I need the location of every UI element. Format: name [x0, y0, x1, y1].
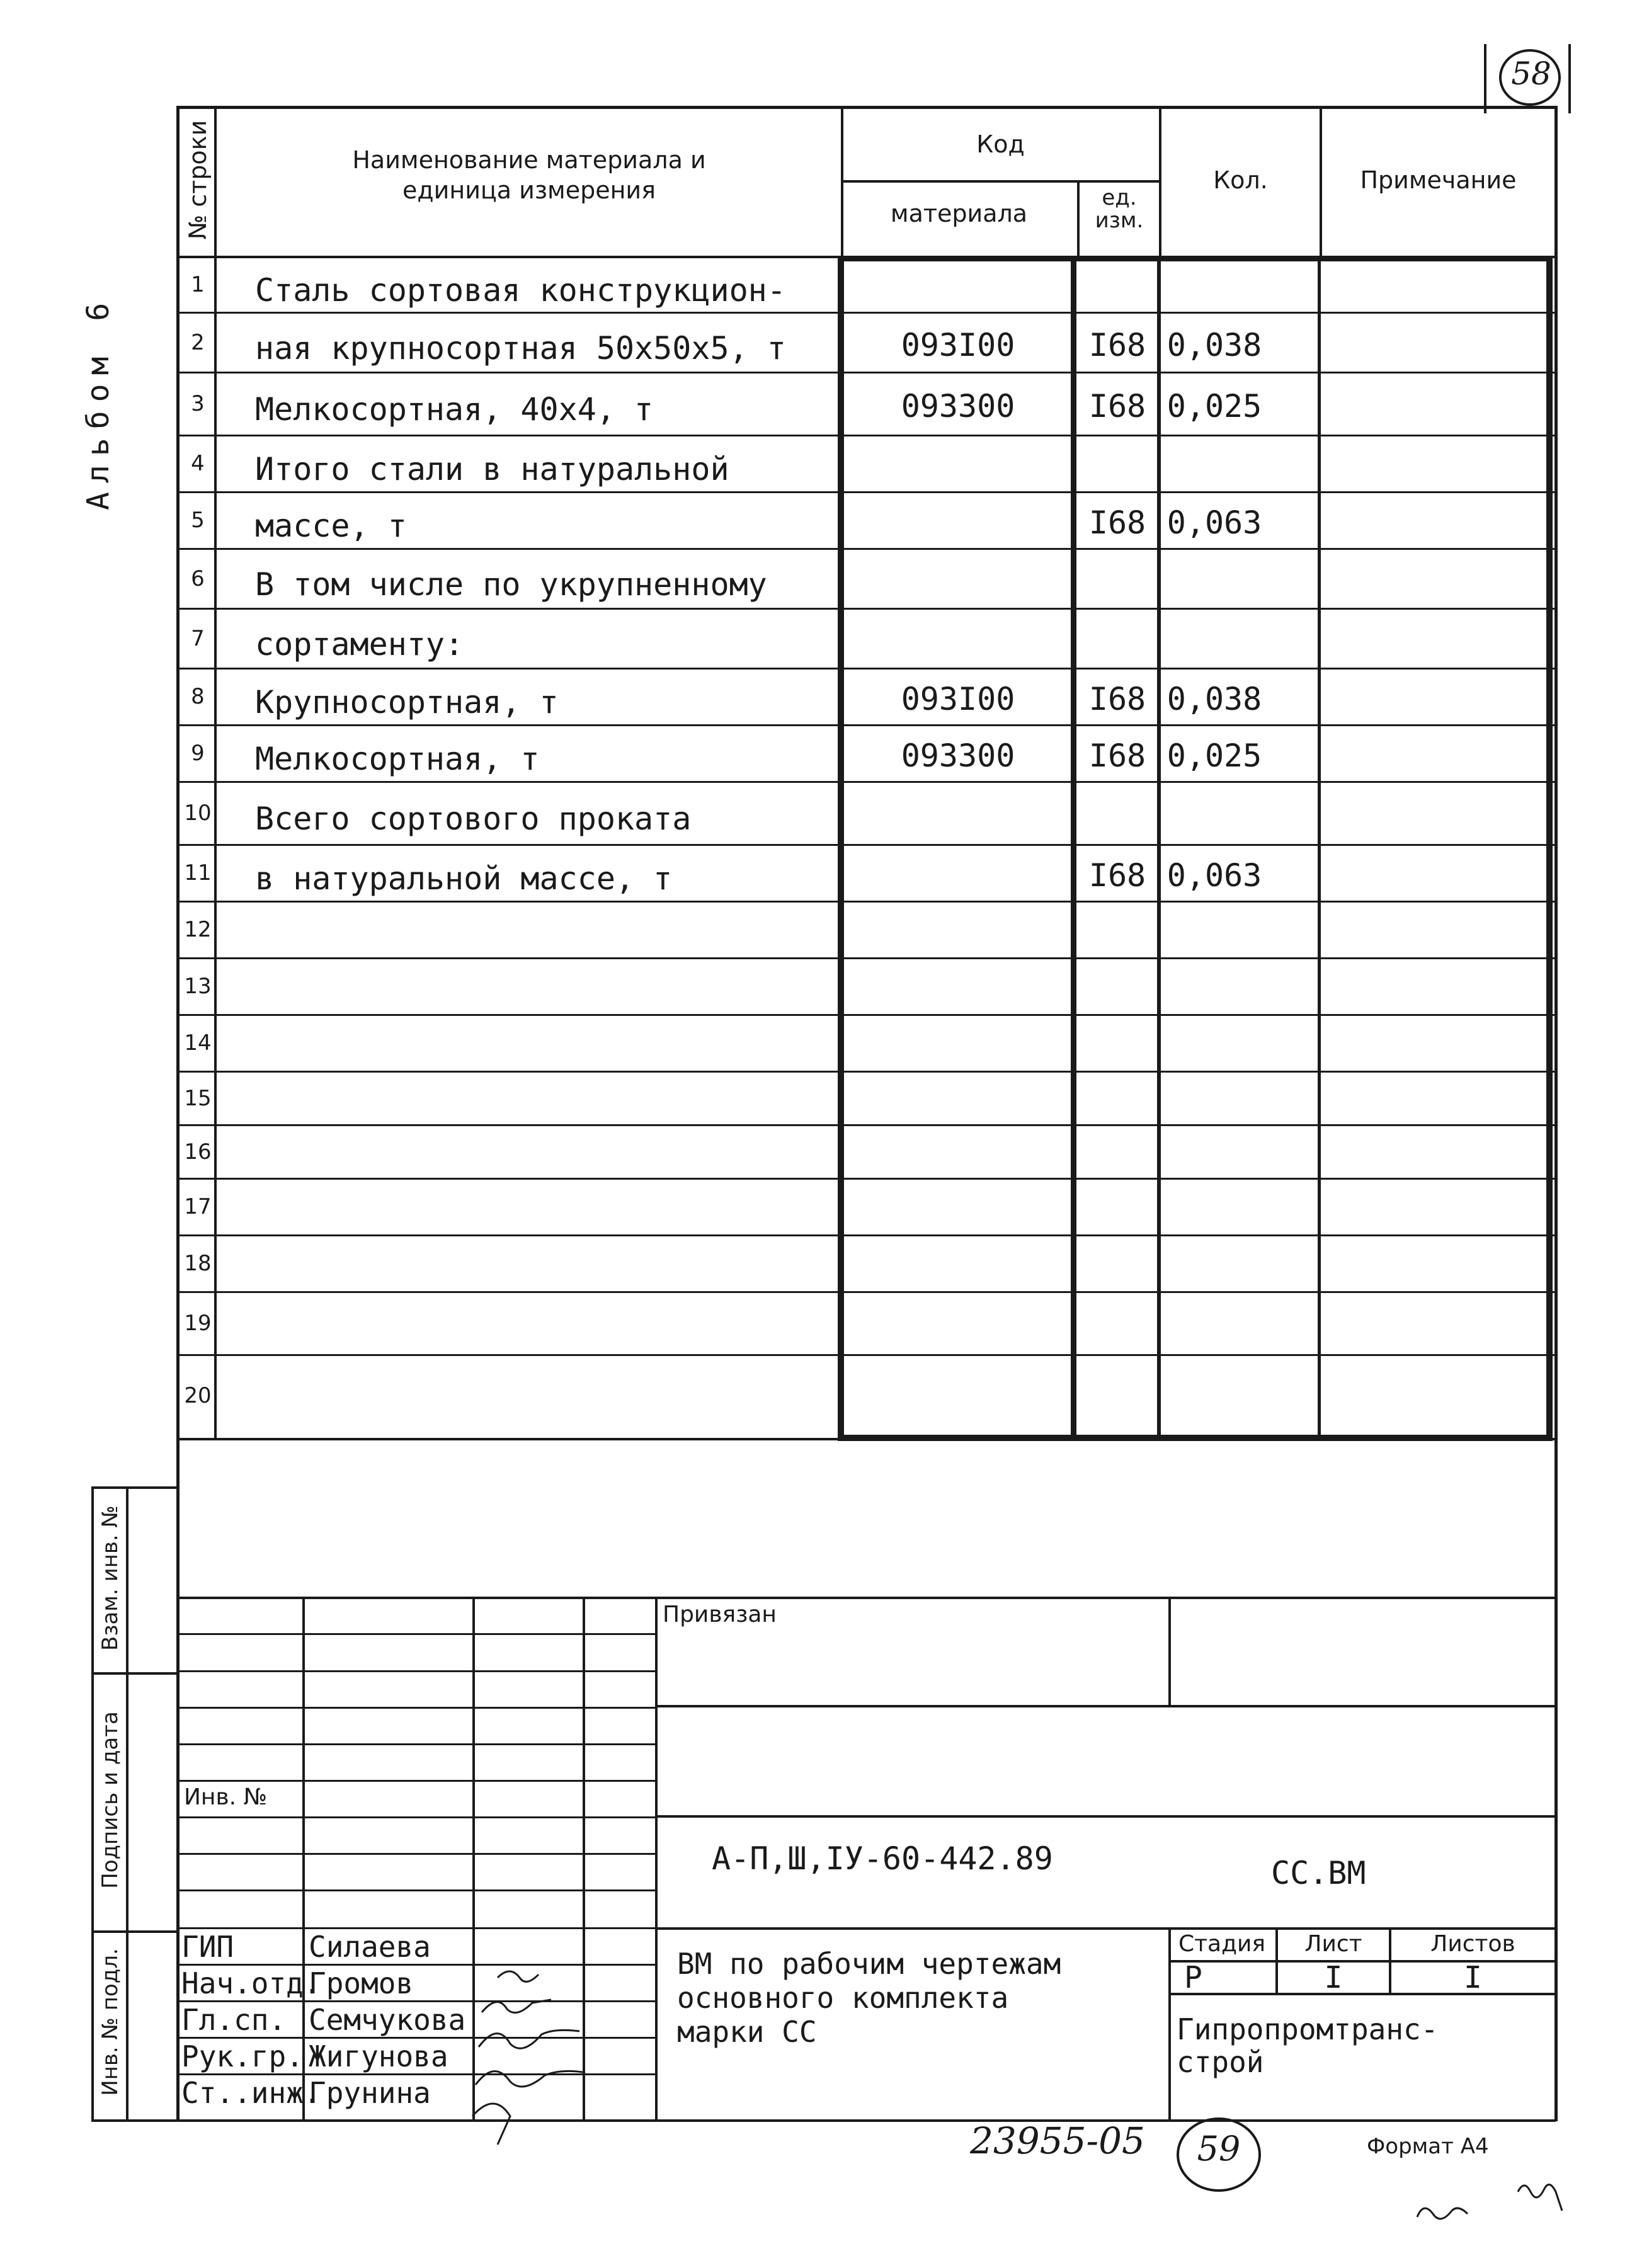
row-material-code [844, 959, 1072, 1014]
row-material-code [844, 610, 1072, 668]
stage-label: Стадия [1178, 1931, 1266, 1957]
row-number: 5 [191, 508, 205, 533]
row-unit-code: I68 [1088, 327, 1146, 363]
row-unit-code [1076, 436, 1158, 491]
row-unit-code [1076, 783, 1158, 844]
organization-line-1: Гипропромтранс- [1177, 2012, 1439, 2046]
row-number: 19 [184, 1311, 212, 1336]
signer-role: Ст..инж. [181, 2076, 321, 2110]
stage-value: Р [1184, 1960, 1202, 1995]
album-label: Альбом 6 [81, 293, 116, 510]
row-number: 4 [191, 451, 205, 476]
row-number: 2 [191, 330, 205, 355]
row-quantity: 0,038 [1166, 681, 1262, 717]
row-unit-code: I68 [1088, 738, 1146, 774]
row-note [1321, 903, 1546, 957]
row-quantity: 0,038 [1166, 327, 1262, 363]
side-label-vzam-inv: Взам. инв. № [98, 1505, 123, 1651]
row-material-code: 093300 [901, 738, 1015, 774]
side-label-inv-podl: Инв. № подл. [98, 1948, 123, 2096]
row-unit-code: I68 [1088, 681, 1146, 717]
signer-name: Жигунова [309, 2039, 448, 2073]
row-note [1321, 726, 1546, 781]
row-material-name: ная крупносортная 50х50х5, т [255, 330, 786, 367]
row-unit-code: I68 [1088, 504, 1146, 541]
row-quantity: 0,063 [1166, 857, 1262, 894]
row-number: 20 [184, 1383, 212, 1408]
row-quantity [1161, 1016, 1268, 1071]
row-note [1321, 670, 1546, 724]
doc-description-line-2: основного комплекта [677, 1981, 1009, 2015]
format-label: Формат А4 [1367, 2134, 1489, 2159]
row-material-name: сортаменту: [255, 626, 464, 663]
row-material-name: Мелкосортная, т [255, 741, 540, 777]
row-number: 8 [191, 684, 205, 709]
row-material-code [844, 493, 1072, 548]
row-number: 15 [184, 1086, 212, 1111]
row-material-code: 093I00 [901, 327, 1015, 363]
row-unit-code [1076, 1236, 1158, 1291]
row-quantity [1161, 258, 1268, 312]
row-quantity: 0,063 [1166, 504, 1262, 541]
row-note [1321, 1016, 1546, 1071]
row-material-code [844, 1126, 1072, 1178]
row-number: 7 [191, 626, 205, 651]
row-number: 9 [191, 741, 205, 766]
row-quantity [1161, 1073, 1268, 1124]
row-quantity [1161, 1126, 1268, 1178]
header-name: Наименование материала и единица измерения [352, 146, 706, 204]
row-material-code: 093300 [901, 388, 1015, 425]
archive-number: 23955-05 [970, 2119, 1145, 2162]
row-unit-code [1076, 1293, 1158, 1354]
row-material-code [844, 258, 1072, 312]
row-quantity [1161, 436, 1268, 491]
row-quantity: 0,025 [1166, 388, 1262, 425]
row-note [1321, 1293, 1546, 1354]
row-material-name: Крупносортная, т [255, 684, 559, 721]
row-quantity [1161, 783, 1268, 844]
row-number: 3 [191, 391, 205, 416]
row-note [1321, 610, 1546, 668]
row-unit-code: I68 [1088, 388, 1146, 425]
row-quantity [1161, 1356, 1268, 1436]
row-number: 6 [191, 566, 205, 591]
doc-code: А-П,Ш,IУ-60-442.89 [712, 1840, 1053, 1877]
row-number: 11 [184, 860, 212, 886]
row-note [1321, 314, 1546, 372]
signer-name: Громов [309, 1966, 414, 2000]
row-material-name: Сталь сортовая конструкцион- [255, 272, 786, 309]
row-quantity [1161, 550, 1268, 608]
row-unit-code [1076, 959, 1158, 1014]
row-quantity [1161, 610, 1268, 668]
row-material-code [844, 846, 1072, 901]
row-quantity [1161, 903, 1268, 957]
row-material-name: Мелкосортная, 40х4, т [255, 391, 654, 428]
row-number: 12 [184, 917, 212, 942]
row-note [1321, 846, 1546, 901]
row-unit-code: I68 [1088, 857, 1146, 894]
sheets-label: Листов [1430, 1931, 1515, 1957]
header-qty: Кол. [1213, 166, 1268, 194]
row-material-code [844, 1293, 1072, 1354]
row-material-name: массе, т [255, 508, 407, 544]
row-material-name: В том числе по укрупненному [255, 566, 767, 603]
row-note [1321, 783, 1546, 844]
row-material-code [844, 783, 1072, 844]
sheet-value: I [1324, 1960, 1343, 1995]
signer-role: ГИП [181, 1930, 234, 1964]
handwritten-marks [1405, 2167, 1594, 2236]
row-number: 13 [184, 974, 212, 999]
row-unit-code [1076, 550, 1158, 608]
row-quantity [1161, 959, 1268, 1014]
signer-name: Силаева [309, 1930, 431, 1964]
header-code: Код [976, 130, 1025, 158]
doc-description-line-3: марки СС [677, 2015, 817, 2049]
header-note: Примечание [1360, 166, 1517, 194]
row-unit-code [1076, 1016, 1158, 1071]
row-note [1321, 1180, 1546, 1234]
row-material-code [844, 550, 1072, 608]
row-unit-code [1076, 1180, 1158, 1234]
header-row-no: № строки [184, 120, 212, 240]
row-note [1321, 1356, 1546, 1436]
row-number: 17 [184, 1194, 212, 1219]
side-label-podpis-data: Подпись и дата [98, 1711, 123, 1889]
row-material-code [844, 1236, 1072, 1291]
row-material-name: Итого стали в натуральной [255, 451, 729, 487]
privyazan-label: Привязан [663, 1602, 777, 1627]
row-note [1321, 959, 1546, 1014]
signer-name: Грунина [309, 2076, 431, 2110]
signature-marks [466, 1959, 668, 2148]
header-code-material: материала [890, 200, 1028, 227]
row-material-code [844, 1356, 1072, 1436]
row-unit-code [1076, 903, 1158, 957]
row-material-name: Всего сортового проката [255, 801, 692, 837]
row-material-name: в натуральной массе, т [255, 860, 673, 897]
row-note [1321, 1126, 1546, 1178]
signer-role: Гл.сп. [181, 2003, 287, 2037]
inv-no-label: Инв. № [184, 1784, 270, 1810]
row-material-code [844, 436, 1072, 491]
row-number: 16 [184, 1139, 212, 1165]
row-quantity [1161, 1293, 1268, 1354]
row-unit-code [1076, 610, 1158, 668]
row-number: 10 [184, 801, 212, 826]
row-number: 18 [184, 1251, 212, 1276]
row-unit-code [1076, 1126, 1158, 1178]
row-unit-code [1076, 1073, 1158, 1124]
row-note [1321, 1236, 1546, 1291]
row-material-code [844, 903, 1072, 957]
sheet-label: Лист [1304, 1931, 1362, 1957]
signer-role: Нач.отд. [181, 1966, 321, 2000]
header-code-unit: ед. изм. [1095, 185, 1144, 233]
row-material-code [844, 1073, 1072, 1124]
row-quantity: 0,025 [1166, 738, 1262, 774]
row-quantity [1161, 1236, 1268, 1291]
row-quantity [1161, 1180, 1268, 1234]
row-unit-code [1076, 1356, 1158, 1436]
sheets-value: I [1464, 1960, 1482, 1995]
page-circle-number: 59 [1197, 2129, 1241, 2168]
row-material-code: 093I00 [901, 681, 1015, 717]
signer-name: Семчукова [309, 2003, 466, 2037]
row-number: 1 [191, 272, 205, 297]
signer-role: Рук.гр. [181, 2039, 304, 2073]
page-number-top: 58 [1511, 55, 1551, 92]
organization-line-2: строй [1177, 2045, 1264, 2079]
row-note [1321, 493, 1546, 548]
doc-description-line-1: ВМ по рабочим чертежам [677, 1947, 1061, 1981]
row-note [1321, 436, 1546, 491]
row-number: 14 [184, 1030, 212, 1056]
row-note [1321, 373, 1546, 435]
row-note [1321, 1073, 1546, 1124]
doc-mark: СС.ВМ [1271, 1855, 1366, 1891]
row-note [1321, 258, 1546, 312]
row-material-code [844, 1016, 1072, 1071]
row-note [1321, 550, 1546, 608]
row-material-code [844, 1180, 1072, 1234]
row-unit-code [1076, 258, 1158, 312]
